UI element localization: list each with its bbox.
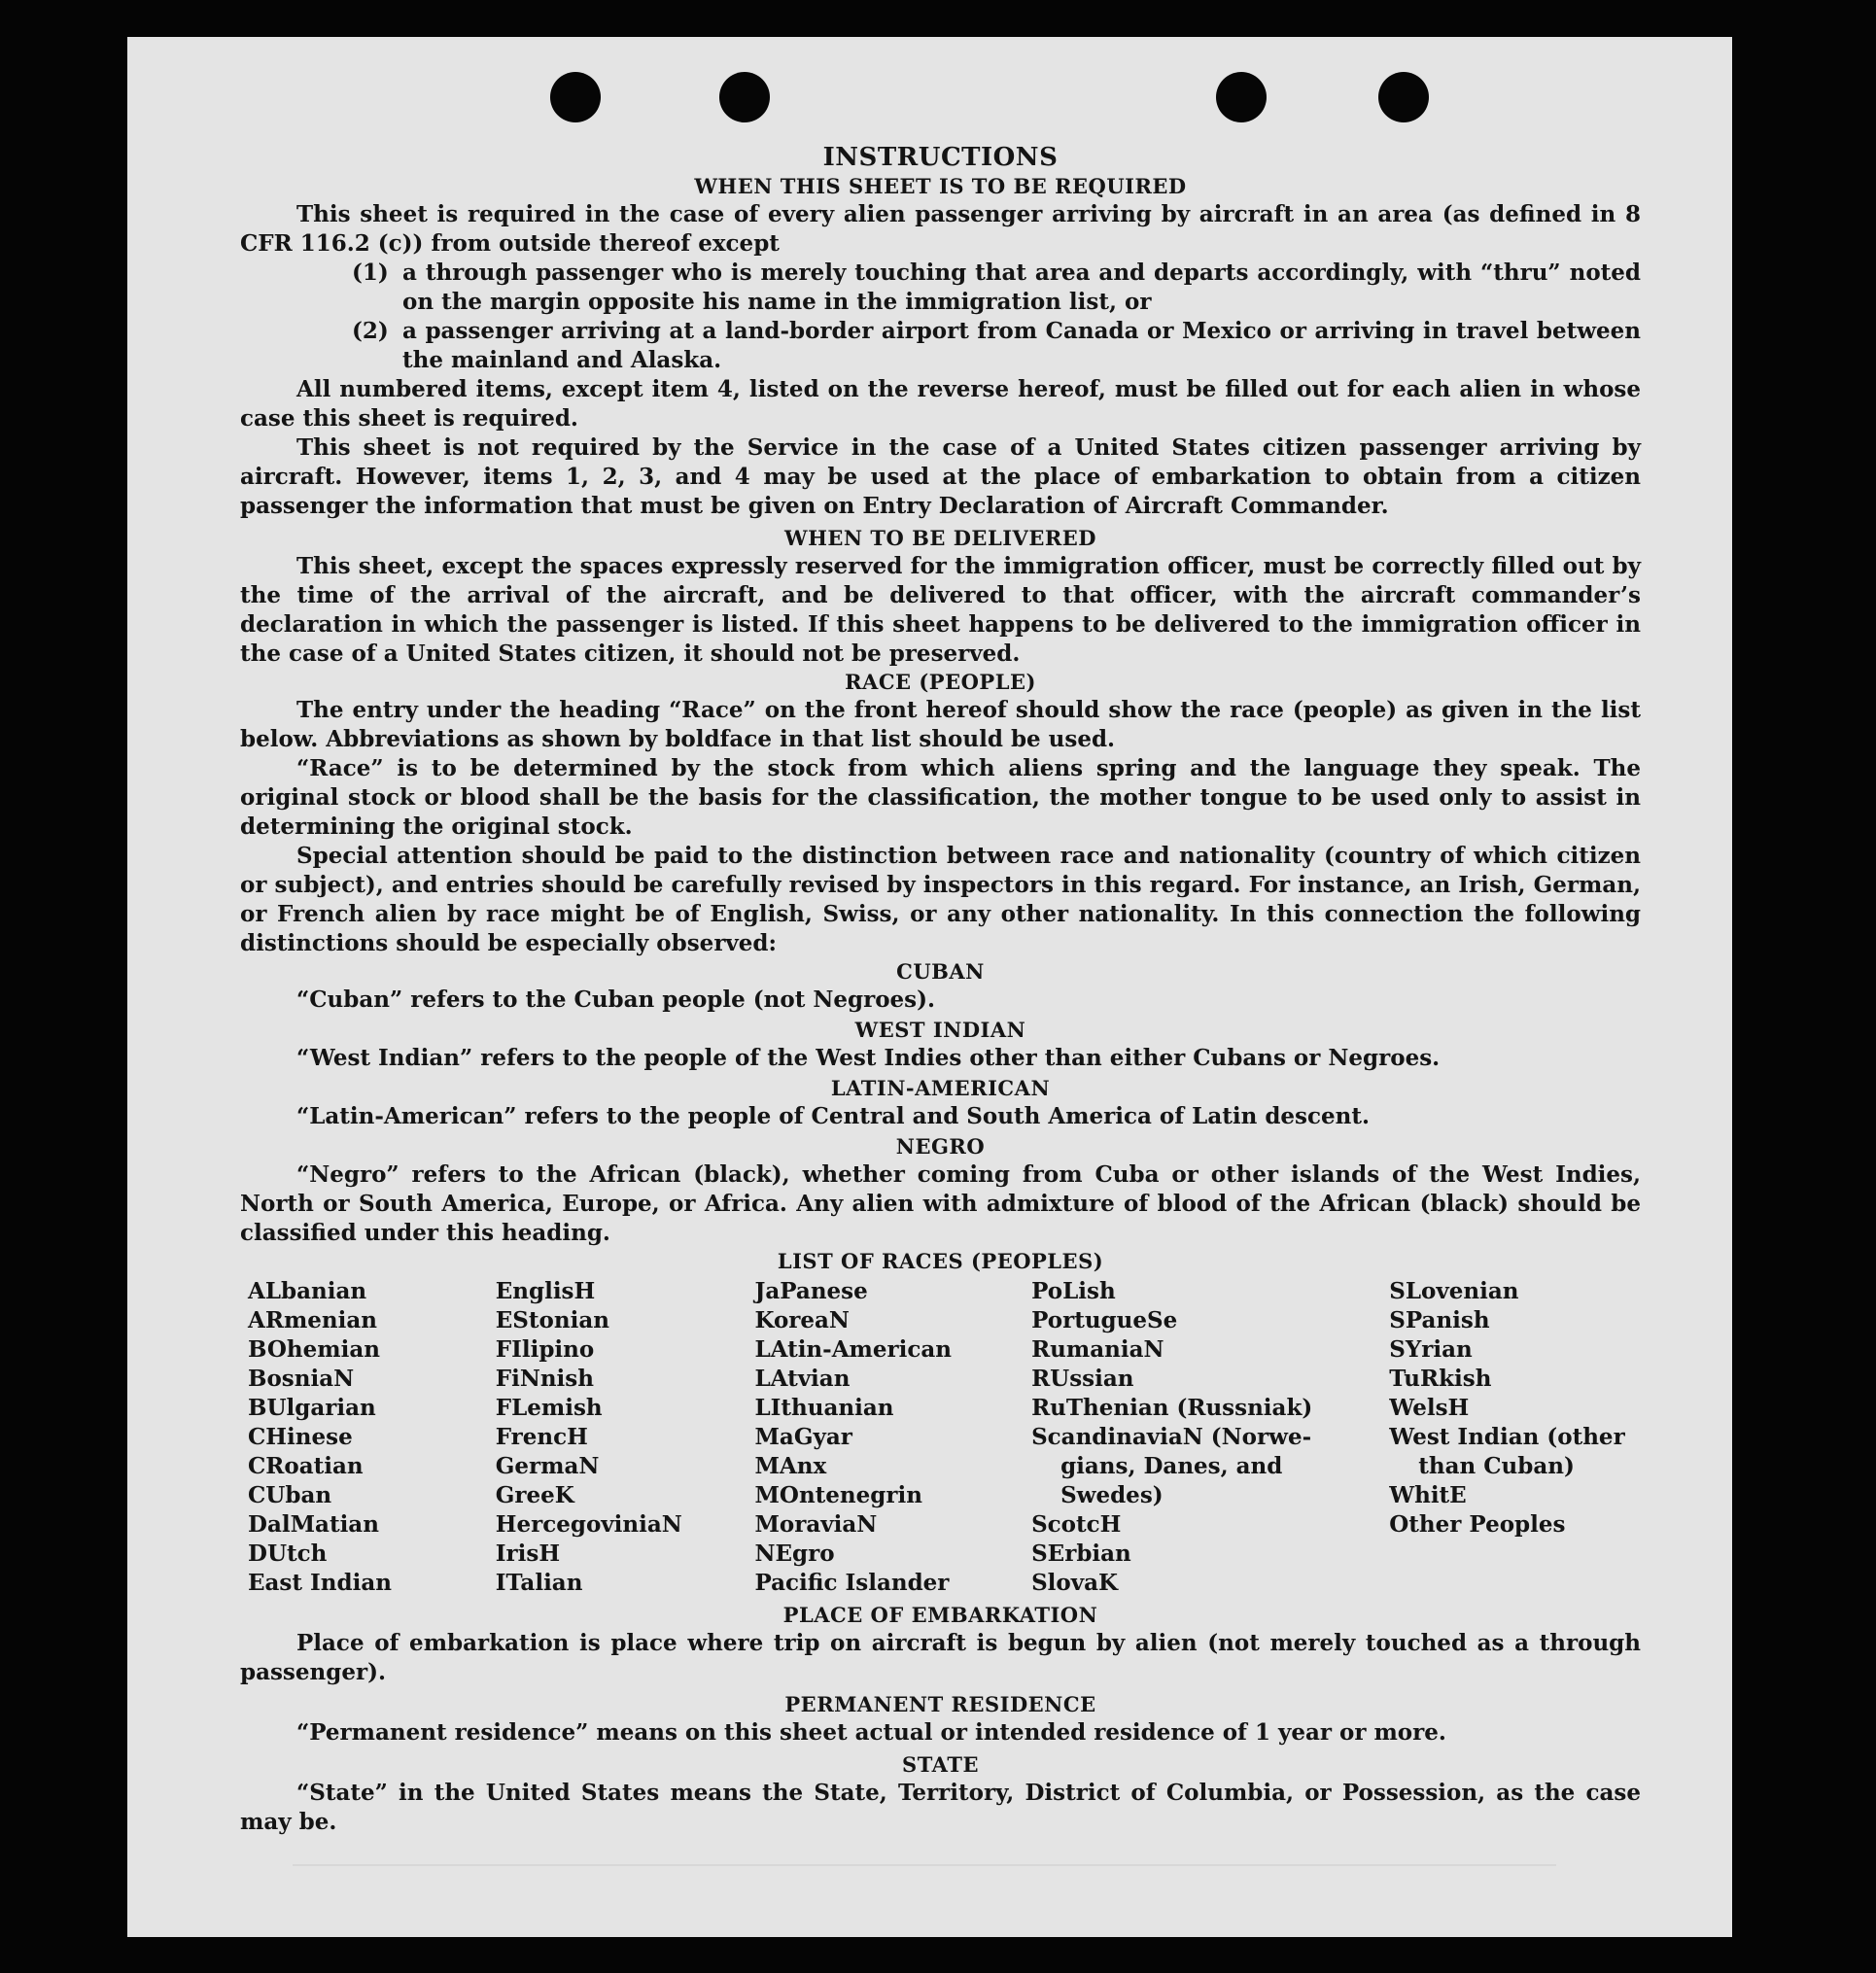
- race-entry: DalMatian: [248, 1511, 379, 1538]
- race-entry: CHinese: [248, 1424, 353, 1450]
- race-entry-continued: than Cuban): [1418, 1453, 1575, 1479]
- race-para2: “Race” is to be determined by the stock from which aliens spring and the language they speak. The original stock or blood shall be the basis for the classification, the mother tongue to be used only to assist in determining the original stock.: [240, 755, 1641, 840]
- when-required-heading: WHEN THIS SHEET IS TO BE REQUIRED: [694, 174, 1187, 198]
- race-entry: LAtvian: [754, 1366, 851, 1392]
- race-entry: ScandinaviaN (Norwe-: [1031, 1424, 1312, 1450]
- state-text: “State” in the United States means the State, Territory, District of Columbia, or Possession, as the case may be.: [240, 1780, 1641, 1835]
- race-entry: JaPanese: [754, 1278, 868, 1304]
- embarkation-heading: PLACE OF EMBARKATION: [782, 1603, 1098, 1627]
- race-column: [496, 1277, 755, 1598]
- race-entry: GreeK: [495, 1482, 574, 1508]
- negro-text: “Negro” refers to the African (black), whether coming from Cuba or other islands of the West Indies, North or South America, Europe, or Africa. Any alien with admixture of blood of the African (black) should be classified under this heading.: [240, 1161, 1641, 1246]
- race-entry: FrencH: [495, 1424, 588, 1450]
- race-entry: SPanish: [1389, 1307, 1490, 1333]
- cuban-text: “Cuban” refers to the Cuban people (not Negroes).: [296, 986, 936, 1013]
- race-entry: SLovenian: [1389, 1278, 1519, 1304]
- race-entry: WhitE: [1389, 1482, 1467, 1508]
- race-list: [240, 1277, 1641, 1598]
- when-required-intro: This sheet is required in the case of every alien passenger arriving by aircraft in an area (as defined in 8 CFR 116.2 (c)) from outside thereof except: [240, 201, 1641, 257]
- cuban-heading: CUBAN: [896, 959, 985, 984]
- race-entry: ARmenian: [248, 1307, 378, 1333]
- exception-number: (1): [352, 260, 389, 286]
- exception-number: (2): [352, 318, 389, 344]
- race-column: [248, 1277, 496, 1598]
- state-heading: STATE: [902, 1752, 979, 1777]
- race-entry: PoLish: [1031, 1278, 1116, 1304]
- race-entry: SErbian: [1031, 1540, 1131, 1567]
- race-entry: CUban: [248, 1482, 332, 1508]
- race-column: [754, 1277, 1031, 1598]
- west-indian-text: “West Indian” refers to the people of the West Indies other than either Cubans or Negroes.: [296, 1045, 1441, 1071]
- when-required-para3: This sheet is not required by the Service in the case of a United States citizen passenger arriving by aircraft. However, items 1, 2, 3, and 4 may be used at the place of embarkation to obtain from a citizen passenger the information that must be given on Entry Declaration of Aircraft Commander.: [240, 434, 1641, 519]
- race-entry: RUssian: [1031, 1366, 1134, 1392]
- document-page: [127, 37, 1732, 1937]
- race-entry: MAnx: [754, 1453, 827, 1479]
- race-entry: East Indian: [248, 1570, 392, 1596]
- race-entry: GermaN: [495, 1453, 600, 1479]
- race-entry: Other Peoples: [1389, 1511, 1566, 1538]
- race-entry: HercegoviniaN: [495, 1511, 682, 1538]
- race-entry: SlovaK: [1031, 1570, 1119, 1596]
- race-entry: IrisH: [495, 1540, 561, 1567]
- race-entry: NEgro: [754, 1540, 835, 1567]
- race-entry: BOhemian: [248, 1336, 380, 1363]
- race-entry: PortugueSe: [1031, 1307, 1178, 1333]
- race-entry: RuThenian (Russniak): [1031, 1395, 1313, 1421]
- race-entry: ITalian: [495, 1570, 583, 1596]
- race-entry: DUtch: [248, 1540, 328, 1567]
- race-entry: ALbanian: [248, 1278, 367, 1304]
- west-indian-heading: WEST INDIAN: [854, 1018, 1026, 1042]
- race-entry: FiNnish: [495, 1366, 594, 1392]
- race-entry: BUlgarian: [248, 1395, 376, 1421]
- latin-american-heading: LATIN-AMERICAN: [830, 1076, 1051, 1100]
- race-para3: Special attention should be paid to the distinction between race and nationality (country of which citizen or subject), and entries should be carefully revised by inspectors in this regard. For instance, an Irish, German, or French alien by race might be of English, Swiss, or any other nationality. In this connection the following distinctions should be especially observed:: [240, 843, 1641, 956]
- race-entry-continued: Swedes): [1060, 1482, 1164, 1508]
- race-entry: ScotcH: [1031, 1511, 1122, 1538]
- instructions-body: [240, 107, 1641, 1837]
- instructions-title: INSTRUCTIONS: [822, 143, 1059, 172]
- exception-text: a through passenger who is merely touching that area and departs accordingly, with “thru” noted on the margin opposite his name in the immigration list, or: [402, 260, 1641, 315]
- race-entry: MoraviaN: [754, 1511, 878, 1538]
- race-entry: WelsH: [1389, 1395, 1470, 1421]
- race-entry-continued: gians, Danes, and: [1060, 1453, 1283, 1479]
- exception-item: [240, 317, 1641, 375]
- race-entry: LIthuanian: [754, 1395, 894, 1421]
- race-entry: TuRkish: [1389, 1366, 1492, 1392]
- race-entry: CRoatian: [248, 1453, 364, 1479]
- faint-footer-rule: [293, 1864, 1556, 1905]
- race-para1: The entry under the heading “Race” on the front hereof should show the race (people) as given in the list below. Abbreviations as shown by boldface in that list should be used.: [240, 697, 1641, 752]
- exception-item: [240, 259, 1641, 317]
- race-entry: KoreaN: [754, 1307, 850, 1333]
- residence-heading: PERMANENT RESIDENCE: [784, 1692, 1096, 1716]
- race-column: [1031, 1277, 1389, 1598]
- when-delivered-text: This sheet, except the spaces expressly reserved for the immigration officer, must be correctly filled out by the time of the arrival of the aircraft, and be delivered to that officer, with the aircraft commander’s declaration in which the passenger is listed. If this sheet happens to be delivered to the immigration officer in the case of a United States citizen, it should not be preserved.: [240, 553, 1641, 667]
- race-entry: SYrian: [1389, 1336, 1473, 1363]
- race-entry: RumaniaN: [1031, 1336, 1164, 1363]
- race-entry: BosniaN: [248, 1366, 355, 1392]
- race-entry: FLemish: [495, 1395, 603, 1421]
- race-entry: Pacific Islander: [754, 1570, 950, 1596]
- negro-heading: NEGRO: [895, 1134, 986, 1159]
- race-entry: EnglisH: [495, 1278, 596, 1304]
- list-of-races-heading: LIST OF RACES (PEOPLES): [777, 1249, 1104, 1273]
- exception-text: a passenger arriving at a land-border airport from Canada or Mexico or arriving in travel between the mainland and Alaska.: [402, 318, 1641, 373]
- latin-american-text: “Latin-American” refers to the people of Central and South America of Latin descent.: [296, 1103, 1370, 1129]
- race-entry: MOntenegrin: [754, 1482, 922, 1508]
- when-delivered-heading: WHEN TO BE DELIVERED: [783, 526, 1096, 550]
- race-entry: EStonian: [495, 1307, 609, 1333]
- race-entry: West Indian (other: [1389, 1424, 1625, 1450]
- when-required-para2: All numbered items, except item 4, listed on the reverse hereof, must be filled out for each alien in whose case this sheet is required.: [240, 376, 1641, 432]
- race-heading: RACE (PEOPLE): [845, 670, 1036, 694]
- race-column: [1389, 1277, 1641, 1598]
- embarkation-text: Place of embarkation is place where trip on aircraft is begun by alien (not merely touched as a through passenger).: [240, 1630, 1641, 1685]
- race-entry: MaGyar: [754, 1424, 852, 1450]
- residence-text: “Permanent residence” means on this sheet actual or intended residence of 1 year or more.: [296, 1719, 1446, 1746]
- race-entry: FIlipino: [495, 1336, 595, 1363]
- race-entry: LAtin-American: [754, 1336, 952, 1363]
